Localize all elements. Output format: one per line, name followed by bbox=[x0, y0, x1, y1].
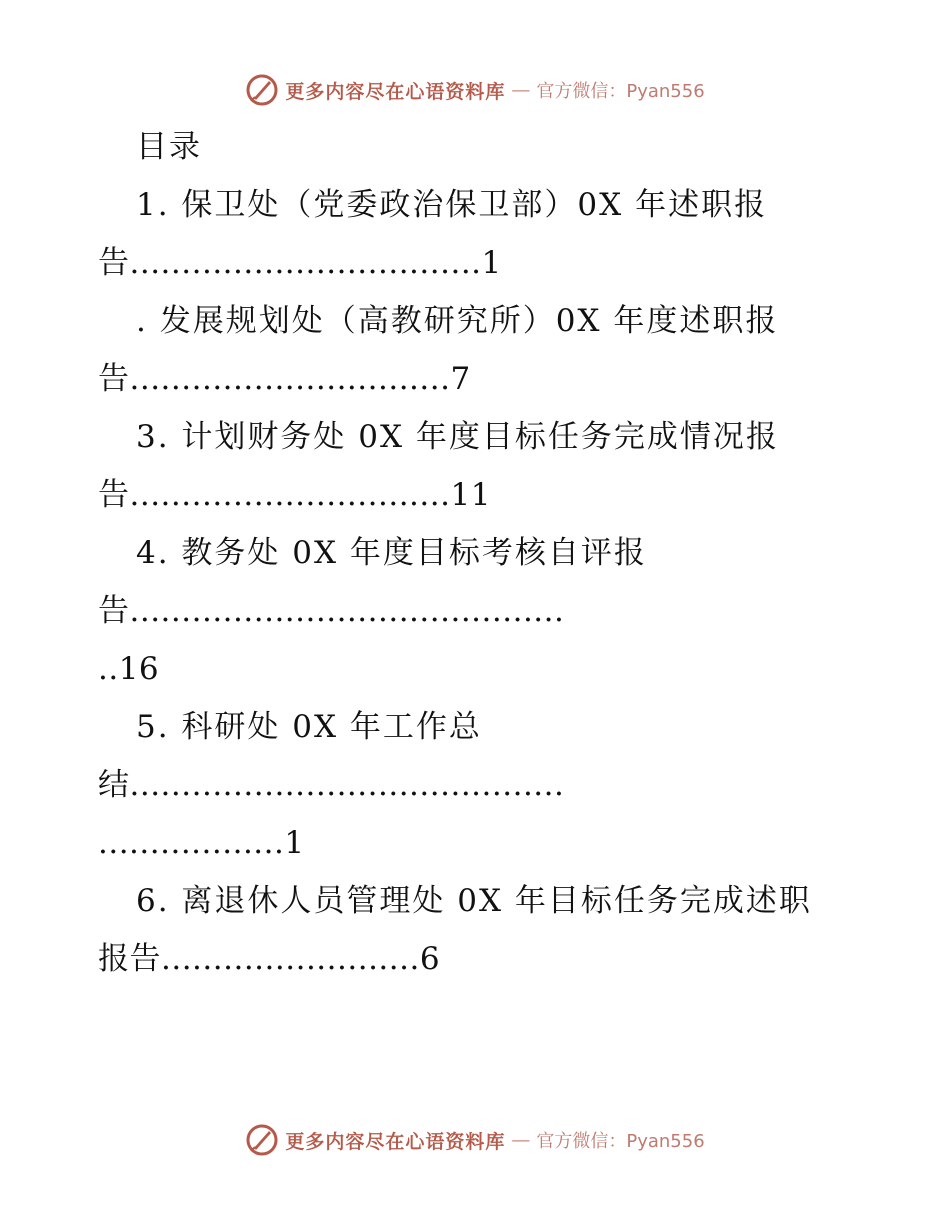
toc-entry-leader-continued: ..................1 bbox=[98, 825, 305, 861]
toc-entry-leader: 告..................................1 bbox=[98, 245, 502, 281]
toc-entry-title: 3. 计划财务处 0X 年度目标任务完成情况报 bbox=[136, 419, 779, 455]
toc-entry-leader: 报告.........................6 bbox=[98, 941, 441, 977]
banner-title: 更多内容尽在心语资料库 bbox=[285, 80, 506, 103]
toc-entry-title: 4. 教务处 0X 年度目标考核自评报 bbox=[136, 535, 647, 571]
table-of-contents bbox=[98, 118, 850, 988]
toc-entry-leader-continued: ..16 bbox=[98, 651, 160, 687]
banner-separator: — bbox=[511, 1129, 531, 1151]
toc-entry-leader: 结.......................................... bbox=[98, 767, 565, 803]
toc-entry-title: . 发展规划处（高教研究所）0X 年度述职报 bbox=[136, 303, 779, 339]
banner-contact: 官方微信：Pyan556 bbox=[536, 1131, 705, 1152]
banner-title: 更多内容尽在心语资料库 bbox=[285, 1130, 506, 1153]
toc-heading: 目录 bbox=[136, 129, 202, 165]
toc-entry-leader: 告...............................11 bbox=[98, 477, 491, 513]
quill-pen-logo-icon bbox=[245, 73, 279, 107]
header-banner bbox=[0, 68, 950, 112]
banner-contact: 官方微信：Pyan556 bbox=[536, 81, 705, 102]
toc-entry-title: 1. 保卫处（党委政治保卫部）0X 年述职报 bbox=[136, 187, 768, 223]
banner-separator: — bbox=[511, 79, 531, 101]
toc-entry-title: 6. 离退休人员管理处 0X 年目标任务完成述职 bbox=[136, 883, 812, 919]
toc-entry-leader: 告...............................7 bbox=[98, 361, 471, 397]
toc-entry-leader: 告.......................................... bbox=[98, 593, 565, 629]
footer-banner bbox=[0, 1118, 950, 1162]
quill-pen-logo-icon bbox=[245, 1123, 279, 1157]
toc-entry-title: 5. 科研处 0X 年工作总 bbox=[136, 709, 482, 745]
